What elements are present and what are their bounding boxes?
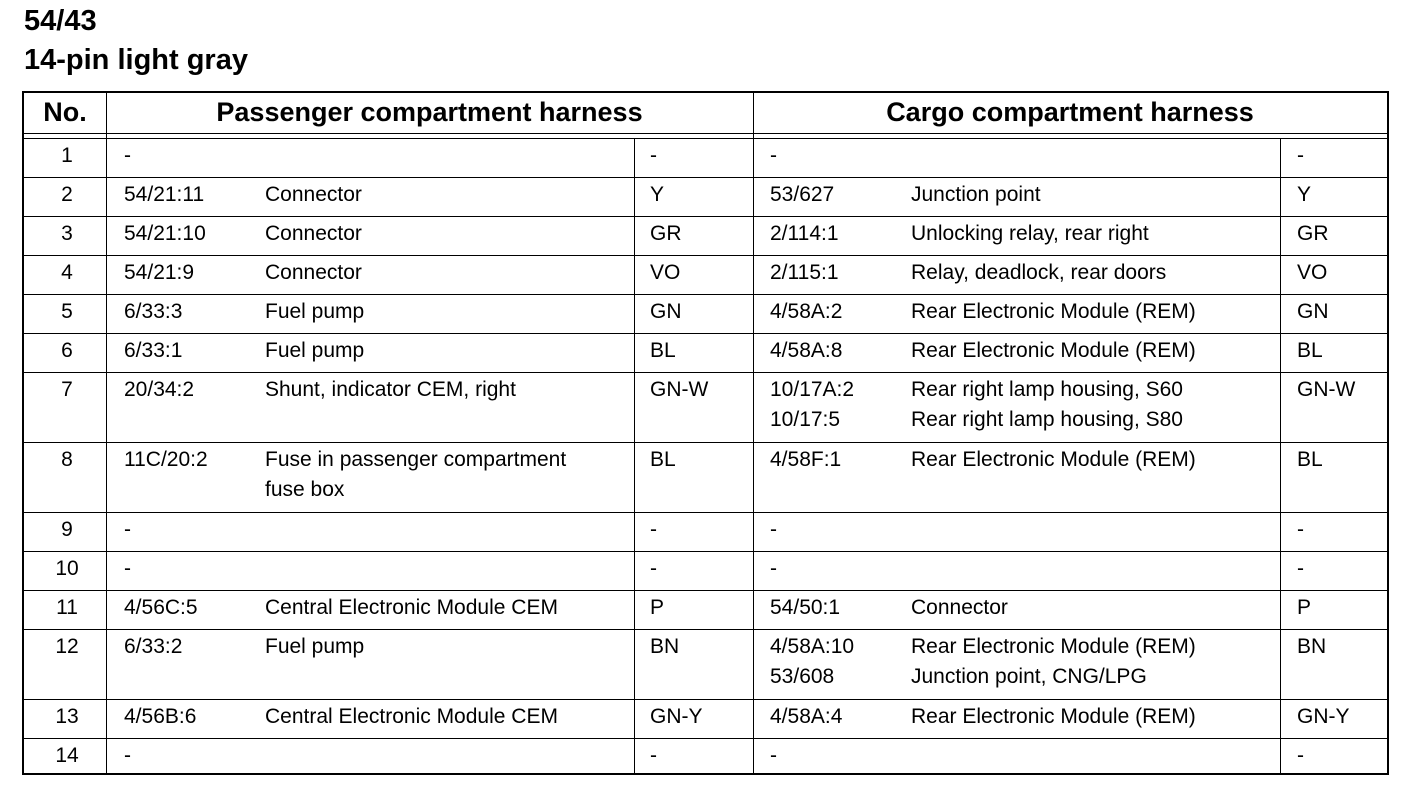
passenger-wire-color: BL	[650, 448, 676, 471]
cargo-wire-color: P	[1297, 596, 1312, 619]
cargo-component	[911, 375, 1183, 435]
passenger-component	[265, 219, 362, 249]
passenger-component-line: Central Electronic Module CEM	[265, 596, 558, 619]
connector-description: 14-pin light gray	[24, 44, 248, 76]
passenger-component	[265, 297, 364, 327]
cargo-component-line: Rear Electronic Module (REM)	[911, 635, 1196, 658]
cargo-pin-code	[770, 258, 839, 288]
passenger-component-line: fuse box	[265, 478, 345, 501]
cargo-component-line: Rear right lamp housing, S60	[911, 378, 1183, 401]
cargo-wire-color: -	[1297, 144, 1304, 167]
cargo-pin-code-line: 4/58A:2	[770, 300, 843, 323]
cargo-wire-color: VO	[1297, 261, 1328, 284]
passenger-wire-color: GN-W	[650, 378, 709, 401]
cargo-pin-code	[770, 297, 842, 327]
cargo-component-line: Rear Electronic Module (REM)	[911, 300, 1196, 323]
cargo-wire-color: GN	[1297, 300, 1329, 323]
passenger-component	[265, 632, 364, 662]
cargo-component-line: Rear Electronic Module (REM)	[911, 339, 1196, 362]
passenger-pin-code-line: -	[124, 144, 131, 167]
passenger-component-line: Connector	[265, 261, 362, 284]
passenger-component	[265, 702, 558, 732]
header-passenger-harness: Passenger compartment harness	[216, 97, 643, 127]
cargo-pin-code-line: -	[770, 518, 777, 541]
cargo-pin-code-line: -	[770, 144, 777, 167]
passenger-pin-code-line: 20/34:2	[124, 378, 195, 401]
table-row	[24, 512, 1387, 551]
passenger-pin-code-line: 6/33:1	[124, 339, 183, 362]
cargo-pin-code	[770, 741, 777, 771]
passenger-component-line: Fuse in passenger compartment	[265, 448, 567, 471]
passenger-component-line: Connector	[265, 183, 362, 206]
cargo-component	[911, 180, 1041, 210]
cargo-pin-code	[770, 141, 777, 171]
passenger-pin-code	[124, 141, 131, 171]
passenger-pin-code	[124, 219, 206, 249]
passenger-wire-color: -	[650, 557, 657, 580]
cargo-wire-color: GN-W	[1297, 378, 1356, 401]
passenger-wire-color: GR	[650, 222, 682, 245]
cargo-pin-code	[770, 702, 842, 732]
table-row	[24, 177, 1387, 216]
cargo-wire-color: BN	[1297, 635, 1327, 658]
passenger-component-line: Fuel pump	[265, 300, 365, 323]
cargo-pin-code	[770, 445, 841, 475]
cargo-component-line: Junction point	[911, 183, 1041, 206]
passenger-pin-code	[124, 445, 208, 475]
passenger-component-line: Connector	[265, 222, 362, 245]
passenger-wire-color: -	[650, 144, 657, 167]
cargo-pin-code-line: 4/58A:4	[770, 705, 843, 728]
cargo-component	[911, 219, 1149, 249]
passenger-component	[265, 180, 362, 210]
cargo-pin-code-line: 4/58F:1	[770, 448, 842, 471]
passenger-pin-code-line: -	[124, 518, 131, 541]
passenger-wire-color: GN-Y	[650, 705, 703, 728]
pin-number: 7	[61, 378, 73, 401]
table-row	[24, 138, 1387, 177]
cargo-wire-color: GN-Y	[1297, 705, 1350, 728]
cargo-wire-color: GR	[1297, 222, 1329, 245]
cargo-wire-color: -	[1297, 557, 1304, 580]
passenger-component-line: Shunt, indicator CEM, right	[265, 378, 516, 401]
pin-number: 12	[55, 635, 79, 658]
passenger-pin-code-line: 6/33:3	[124, 300, 183, 323]
cargo-wire-color: -	[1297, 744, 1304, 767]
passenger-wire-color: GN	[650, 300, 682, 323]
passenger-pin-code	[124, 297, 182, 327]
passenger-pin-code-line: -	[124, 557, 131, 580]
passenger-pin-code	[124, 336, 182, 366]
pin-number: 10	[55, 557, 79, 580]
passenger-component	[265, 445, 566, 505]
cargo-pin-code	[770, 336, 842, 366]
passenger-pin-code-line: 4/56C:5	[124, 596, 198, 619]
cargo-pin-code	[770, 554, 777, 584]
cargo-component-line: Connector	[911, 596, 1008, 619]
passenger-pin-code-line: 54/21:10	[124, 222, 206, 245]
pin-assignment-table	[22, 91, 1389, 775]
pin-number: 11	[56, 596, 78, 619]
cargo-pin-code	[770, 515, 777, 545]
passenger-pin-code	[124, 593, 198, 623]
cargo-component	[911, 632, 1196, 692]
pin-number: 1	[61, 144, 73, 167]
passenger-component	[265, 258, 362, 288]
cargo-pin-code-line: 4/58A:10	[770, 635, 855, 658]
passenger-pin-code-line: 11C/20:2	[124, 448, 208, 471]
passenger-pin-code	[124, 515, 131, 545]
cargo-component	[911, 702, 1196, 732]
cargo-component-line: Rear right lamp housing, S80	[911, 408, 1183, 431]
cargo-wire-color: BL	[1297, 448, 1323, 471]
passenger-pin-code	[124, 258, 194, 288]
cargo-pin-code	[770, 219, 839, 249]
passenger-component-line: Fuel pump	[265, 339, 365, 362]
passenger-wire-color: Y	[650, 183, 665, 206]
passenger-pin-code-line: 4/56B:6	[124, 705, 197, 728]
cargo-pin-code	[770, 180, 834, 210]
cargo-component-line: Unlocking relay, rear right	[911, 222, 1149, 245]
header-cargo-harness: Cargo compartment harness	[886, 97, 1254, 127]
cargo-pin-code-line: 53/627	[770, 183, 835, 206]
passenger-component	[265, 336, 364, 366]
passenger-pin-code-line: 6/33:2	[124, 635, 183, 658]
table-row	[24, 216, 1387, 255]
cargo-pin-code	[770, 632, 854, 692]
passenger-wire-color: -	[650, 518, 657, 541]
cargo-component-line: Rear Electronic Module (REM)	[911, 705, 1196, 728]
passenger-pin-code	[124, 632, 182, 662]
passenger-component-line: Fuel pump	[265, 635, 365, 658]
pin-number: 14	[55, 744, 79, 767]
cargo-pin-code-line: 54/50:1	[770, 596, 841, 619]
connector-code: 54/43	[24, 5, 97, 37]
passenger-component	[265, 593, 558, 623]
cargo-component-line: Rear Electronic Module (REM)	[911, 448, 1196, 471]
cargo-wire-color: BL	[1297, 339, 1323, 362]
cargo-component	[911, 593, 1008, 623]
cargo-pin-code-line: -	[770, 744, 777, 767]
table-row	[24, 255, 1387, 294]
cargo-pin-code-line: -	[770, 557, 777, 580]
cargo-pin-code-line: 10/17A:2	[770, 378, 855, 401]
table-row	[24, 590, 1387, 629]
cargo-pin-code-line: 53/608	[770, 665, 835, 688]
cargo-pin-code-line: 10/17:5	[770, 408, 841, 431]
pin-number: 2	[61, 183, 73, 206]
cargo-wire-color: -	[1297, 518, 1304, 541]
table-row	[24, 738, 1387, 777]
pin-number: 6	[61, 339, 73, 362]
header-rule	[24, 133, 1387, 134]
passenger-pin-code-line: 54/21:9	[124, 261, 195, 284]
passenger-wire-color: -	[650, 744, 657, 767]
cargo-component	[911, 258, 1166, 288]
cargo-pin-code-line: 4/58A:8	[770, 339, 843, 362]
cargo-component-line: Junction point, CNG/LPG	[911, 665, 1147, 688]
pin-number: 8	[61, 448, 73, 471]
passenger-pin-code	[124, 375, 194, 405]
cargo-pin-code	[770, 593, 840, 623]
cargo-component-line: Relay, deadlock, rear doors	[911, 261, 1167, 284]
cargo-pin-code	[770, 375, 854, 435]
passenger-wire-color: BN	[650, 635, 680, 658]
cargo-pin-code-line: 2/115:1	[770, 261, 839, 284]
passenger-component-line: Central Electronic Module CEM	[265, 705, 558, 728]
passenger-pin-code	[124, 702, 196, 732]
pin-number: 4	[61, 261, 73, 284]
header-no: No.	[43, 97, 87, 127]
passenger-pin-code	[124, 741, 131, 771]
passenger-pin-code	[124, 180, 204, 210]
passenger-pin-code	[124, 554, 131, 584]
passenger-pin-code-line: -	[124, 744, 131, 767]
cargo-component	[911, 297, 1196, 327]
cargo-component	[911, 445, 1196, 475]
cargo-wire-color: Y	[1297, 183, 1312, 206]
passenger-component	[265, 375, 516, 405]
pin-number: 9	[61, 518, 73, 541]
passenger-wire-color: VO	[650, 261, 681, 284]
table-row	[24, 551, 1387, 590]
pin-number: 13	[55, 705, 79, 728]
cargo-pin-code-line: 2/114:1	[770, 222, 839, 245]
pin-number: 3	[61, 222, 73, 245]
pin-number: 5	[61, 300, 73, 323]
passenger-wire-color: BL	[650, 339, 676, 362]
passenger-pin-code-line: 54/21:11	[124, 183, 205, 206]
cargo-component	[911, 336, 1196, 366]
passenger-wire-color: P	[650, 596, 665, 619]
